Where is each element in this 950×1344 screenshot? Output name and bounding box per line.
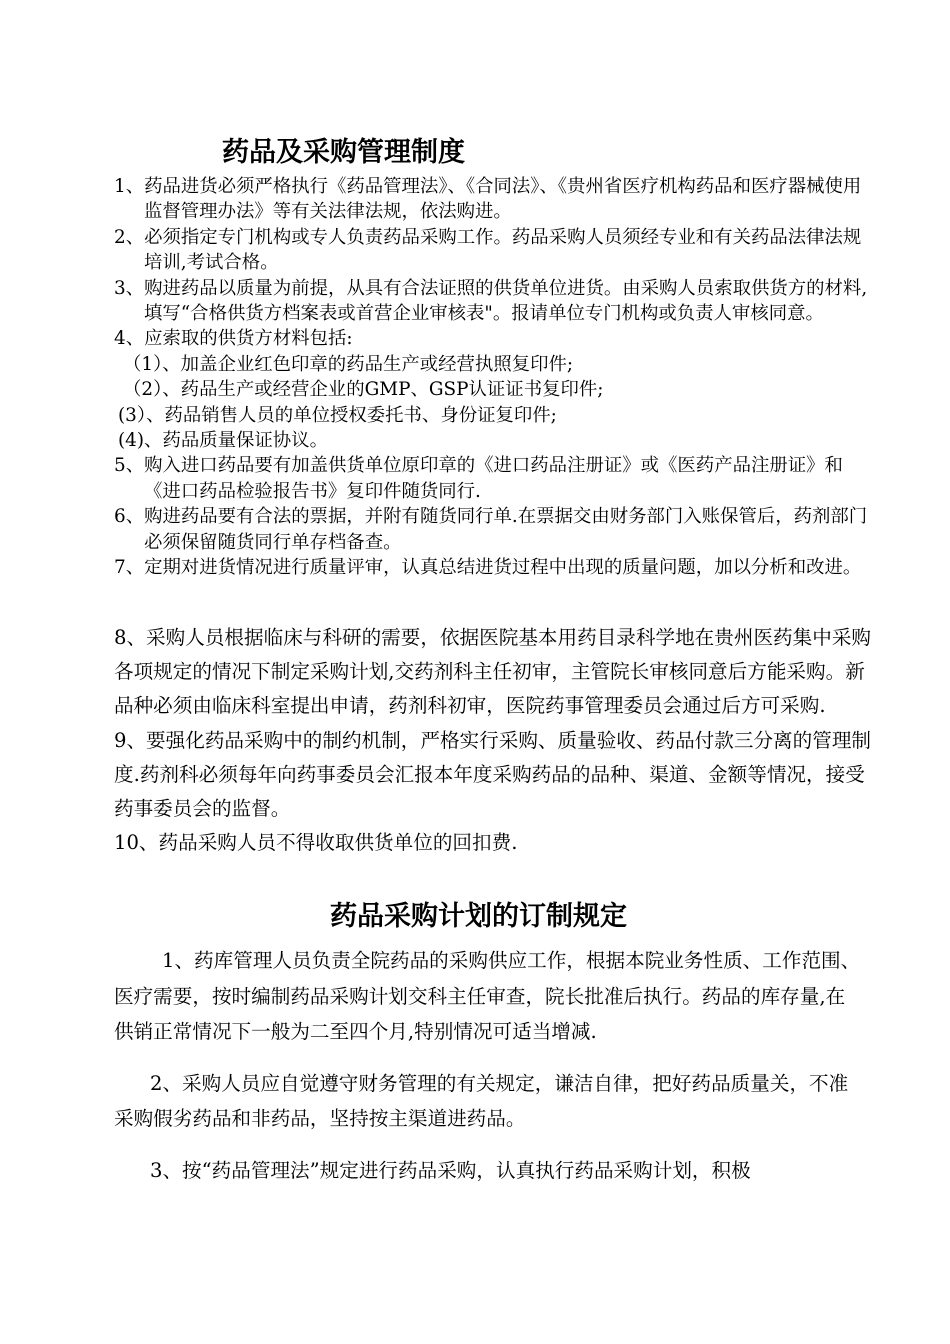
policy-item-8: 8、采购人员根据临床与科研的需要，依据医院基本用药目录科学地在贵州医药集中采购各项规定的情况下制定采购计划,交药剂科主任初审，主管院长审核同意后方能采购。新品种必须由临床科室提出申请，药剂科初审，医院药事管理委员会通过后方可采购. xyxy=(114,626,872,718)
policy-item-5: 5、购入进口药品要有加盖供货单位原印章的《进口药品注册证》或《医药产品注册证》和《进口药品检验报告书》复印件随货同行. xyxy=(114,455,843,502)
policy-item-2: 2、必须指定专门机构或专人负责药品采购工作。药品采购人员须经专业和有关药品法律法规培训,考试合格。 xyxy=(114,226,862,274)
plan-paragraph-3: 3、按“药品管理法”规定进行药品采购，认真执行药品采购计划，积极 xyxy=(150,1158,751,1182)
policy-item-3: 3、购进药品以质量为前提，从具有合法证照的供货单位进货。由采购人员索取供货方的材料,填写“合格供货方档案表或首营企业审核表"。报请单位专门机构或负责人审核同意。 xyxy=(114,277,868,325)
policy-subitem-4: (4)、药品质量保证协议。 xyxy=(118,430,328,452)
policy-item-9: 9、要强化药品采购中的制约机制，严格实行采购、质量验收、药品付款三分离的管理制度.药剂科必须每年向药事委员会汇报本年度采购药品的品种、渠道、金额等情况，接受药事委员会的监督。 xyxy=(114,728,872,821)
title-procurement-plan-rules: 药品采购计划的订制规定 xyxy=(330,901,627,932)
policy-list-continued xyxy=(114,621,876,860)
plan-paragraph-2: 2、采购人员应自觉遵守财务管理的有关规定，谦洁自律，把好药品质量关，不准采购假劣药品和非药品，坚持按主渠道进药品。 xyxy=(114,1071,849,1130)
policy-item-7: 7、定期对进货情况进行质量评审，认真总结进货过程中出现的质量问题，加以分析和改进。 xyxy=(114,557,862,579)
plan-rules-body xyxy=(114,943,864,1188)
policy-item-1: 1、药品进货必须严格执行《药品管理法》、《合同法》、《贵州省医疗机构药品和医疗器械使用监督管理办法》等有关法律法规，依法购进。 xyxy=(114,176,862,223)
title-procurement-policy: 药品及采购管理制度 xyxy=(222,137,465,168)
plan-paragraph-1: 1、药库管理人员负责全院药品的采购供应工作，根据本院业务性质、工作范围、医疗需要，按时编制药品采购计划交科主任审查，院长批准后执行。药品的库存量,在供销正常情况下一般为二至四个月,特别情况可适当增减. xyxy=(114,949,861,1043)
policy-item-4: 4、应索取的供货方材料包括: xyxy=(114,328,353,350)
policy-list xyxy=(114,174,874,581)
policy-subitem-1: （1）、加盖企业红色印章的药品生产或经营执照复印件; xyxy=(123,353,574,375)
policy-subitem-3: (3）、药品销售人员的单位授权委托书、身份证复印件; xyxy=(118,404,557,426)
policy-item-10: 10、药品采购人员不得收取供货单位的回扣费. xyxy=(114,831,518,855)
policy-subitem-2: （2）、药品生产或经营企业的GMP、GSP认证证书复印件; xyxy=(123,379,604,401)
policy-item-6: 6、购进药品要有合法的票据，并附有随货同行单.在票据交由财务部门入账保管后，药剂部门必须保留随货同行单存档备查。 xyxy=(114,506,868,553)
